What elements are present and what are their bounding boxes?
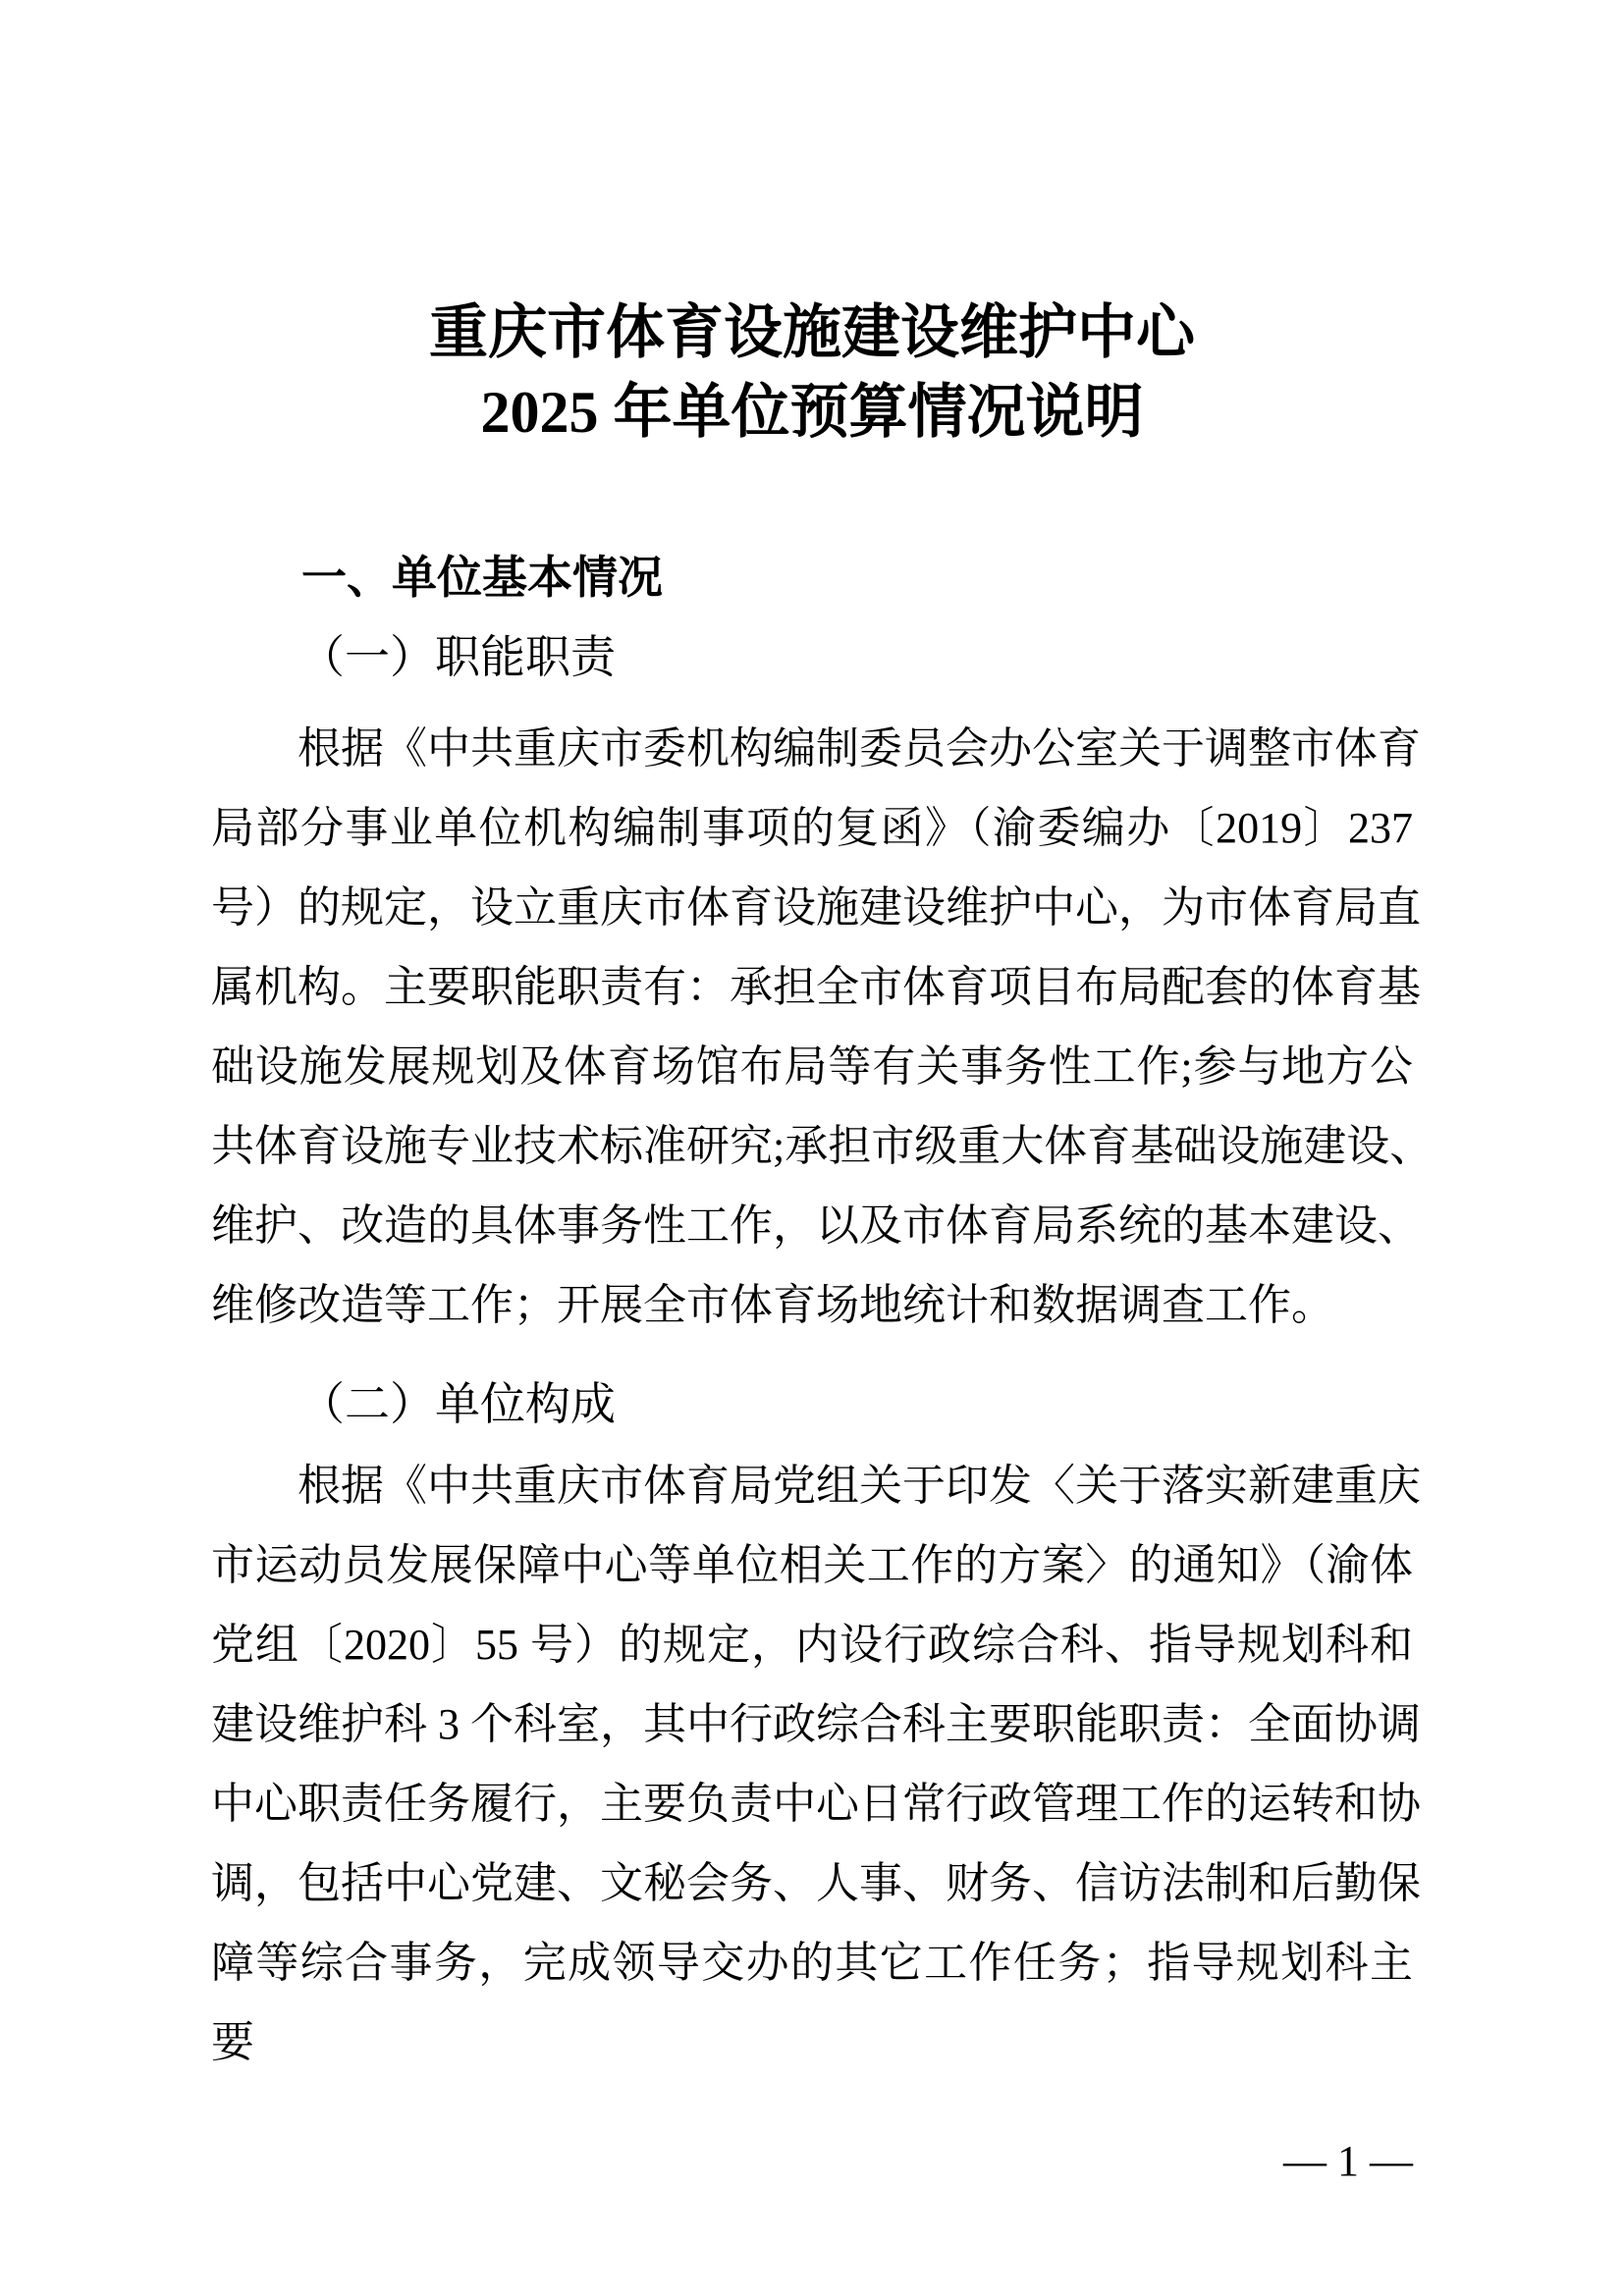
paragraph-line: 建设维护科 3 个科室，其中行政综合科主要职能职责：全面协调 <box>211 1700 1421 1748</box>
paragraph-line: 根据《中共重庆市委机构编制委员会办公室关于调整市体育 <box>298 724 1421 773</box>
paragraph-1 <box>211 709 1434 1345</box>
paragraph-line: 党组〔2020〕55 号）的规定，内设行政综合科、指导规划科和 <box>211 1621 1413 1669</box>
paragraph-line: 共体育设施专业技术标准研究;承担市级重大体育基础设施建设、 <box>211 1122 1434 1170</box>
paragraph-line: 础设施发展规划及体育场馆布局等有关事务性工作;参与地方公 <box>211 1042 1413 1091</box>
paragraph-line: 属机构。主要职能职责有：承担全市体育项目布局配套的体育基 <box>211 963 1421 1011</box>
document-title-line-2: 2025 年单位预算情况说明 <box>480 380 1144 445</box>
paragraph-line: 局部分事业单位机构编制事项的复函》（渝委编办〔2019〕237 <box>211 804 1413 852</box>
paragraph-line: 维护、改造的具体事务性工作，以及市体育局系统的基本建设、 <box>211 1201 1421 1250</box>
sub-heading-2: （二）单位构成 <box>299 1379 616 1429</box>
document-title-line-1: 重庆市体育设施建设维护中心 <box>429 300 1195 365</box>
page-number: — 1 — <box>1283 2137 1413 2185</box>
document-content <box>211 0 1434 2201</box>
paragraph-line: 市运动员发展保障中心等单位相关工作的方案〉的通知》（渝体 <box>211 1541 1413 1589</box>
paragraph-line: 号）的规定，设立重庆市体育设施建设维护中心，为市体育局直 <box>211 883 1421 932</box>
paragraph-2 <box>211 1446 1421 2082</box>
sub-heading-1: （一）职能职责 <box>299 632 616 682</box>
paragraph-line: 障等综合事务，完成领导交办的其它工作任务；指导规划科主要 <box>211 1939 1413 2066</box>
paragraph-line: 中心职责任务履行，主要负责中心日常行政管理工作的运转和协 <box>211 1780 1421 1828</box>
paragraph-line: 维修改造等工作；开展全市体育场地统计和数据调查工作。 <box>211 1281 1334 1329</box>
paragraph-line: 调，包括中心党建、文秘会务、人事、财务、信访法制和后勤保 <box>211 1859 1421 1907</box>
section-heading-1: 一、单位基本情况 <box>301 552 663 603</box>
paragraph-line: 根据《中共重庆市体育局党组关于印发〈关于落实新建重庆 <box>298 1462 1421 1510</box>
